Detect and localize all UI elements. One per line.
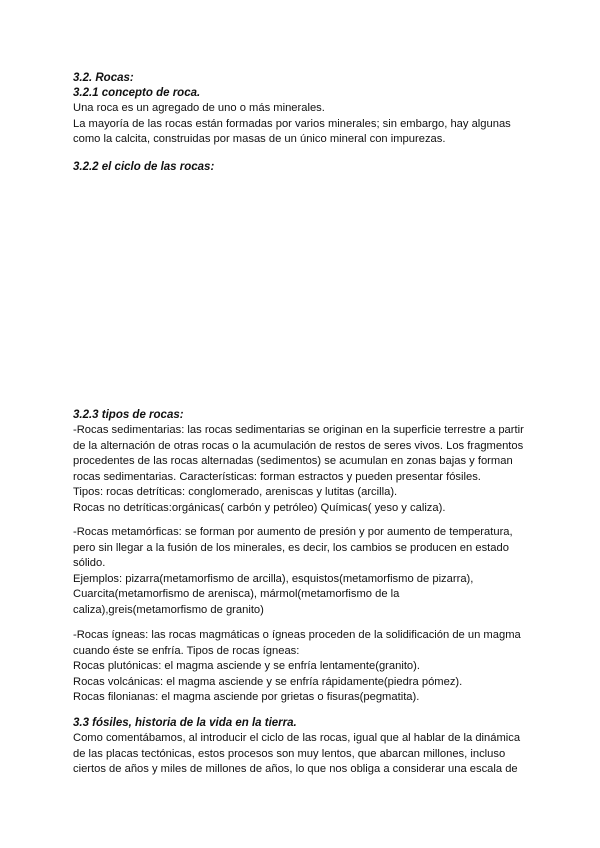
paragraph-line: Rocas plutónicas: el magma asciende y se enfría lentamente(granito). (73, 660, 420, 673)
paragraph-line: Tipos: rocas detríticas: conglomerado, areniscas y lutitas (arcilla). (73, 486, 398, 499)
paragraph-line: como la calcita, construidas por masas de un único mineral con impurezas. (73, 133, 446, 146)
paragraph-line: La mayoría de las rocas están formadas por varios minerales; sin embargo, hay algunas (73, 117, 511, 130)
paragraph-line: pero sin llegar a la fusión de los minerales, es decir, los cambios se producen en estado (73, 541, 509, 554)
paragraph-line: Rocas filonianas: el magma asciende por grietas o fisuras(pegmatita). (73, 691, 420, 704)
section-ciclo-de-las-rocas (73, 160, 533, 175)
paragraph-line: rocas sedimentarias. Características: forman estractos y pueden presentar fósiles. (73, 470, 481, 483)
paragraph-line: Ejemplos: pizarra(metamorfismo de arcilla), esquistos(metamorfismo de pizarra), (73, 572, 474, 585)
heading-rocas: 3.2. Rocas: (73, 72, 134, 84)
section-fosiles (73, 716, 533, 778)
heading-tipos-de-rocas: 3.2.3 tipos de rocas: (73, 409, 184, 421)
heading-concepto-de-roca: 3.2.1 concepto de roca. (73, 87, 201, 99)
paragraph-line: -Rocas ígneas: las rocas magmáticas o ígneas proceden de la solidificación de un magma (73, 629, 521, 641)
paragraph-line: cuando éste se enfría. Tipos de rocas ígneas: (73, 644, 300, 657)
section-rocas (73, 71, 533, 148)
diagram-placeholder-area (73, 180, 533, 405)
paragraph-line: ciertos de años y miles de millones de años, lo que nos obliga a considerar una escala de (73, 763, 518, 776)
section-rocas-metamorficas (73, 525, 533, 619)
paragraph-line: caliza),greis(metamorfismo de granito) (73, 603, 264, 616)
paragraph-line: Rocas volcánicas: el magma asciende y se enfría rápidamente(piedra pómez). (73, 675, 463, 688)
paragraph-line: -Rocas sedimentarias: las rocas sedimentarias se originan en la superficie terrestre a partir (73, 424, 524, 436)
heading-ciclo-de-las-rocas: 3.2.2 el ciclo de las rocas: (73, 161, 215, 173)
paragraph-line: de las placas tectónicas, estos procesos son muy lentos, que abarcan millones, incluso (73, 747, 506, 760)
section-rocas-igneas (73, 628, 533, 706)
paragraph-line: de la alternación de otras rocas o la acumulación de restos de seres vivos. Los fragmentos (73, 439, 524, 452)
paragraph-line: Como comentábamos, al introducir el ciclo de las rocas, igual que al hablar de la dinámica (73, 732, 521, 744)
paragraph-line: sólido. (73, 557, 106, 570)
heading-fosiles: 3.3 fósiles, historia de la vida en la tierra. (73, 717, 297, 729)
paragraph-line: Rocas no detríticas:orgánicas( carbón y petróleo) Químicas( yeso y caliza). (73, 501, 446, 514)
paragraph-line: procedentes de las rocas alternadas (sedimentos) se acumulan en zonas bajas y forman (73, 455, 513, 468)
paragraph-line: -Rocas metamórficas: se forman por aumento de presión y por aumento de temperatura, (73, 526, 513, 538)
paragraph-line: Una roca es un agregado de uno o más minerales. (73, 102, 325, 114)
section-tipos-de-rocas (73, 408, 533, 517)
paragraph-line: Cuarcita(metamorfismo de arenisca), mármol(metamorfismo de la (73, 588, 400, 601)
